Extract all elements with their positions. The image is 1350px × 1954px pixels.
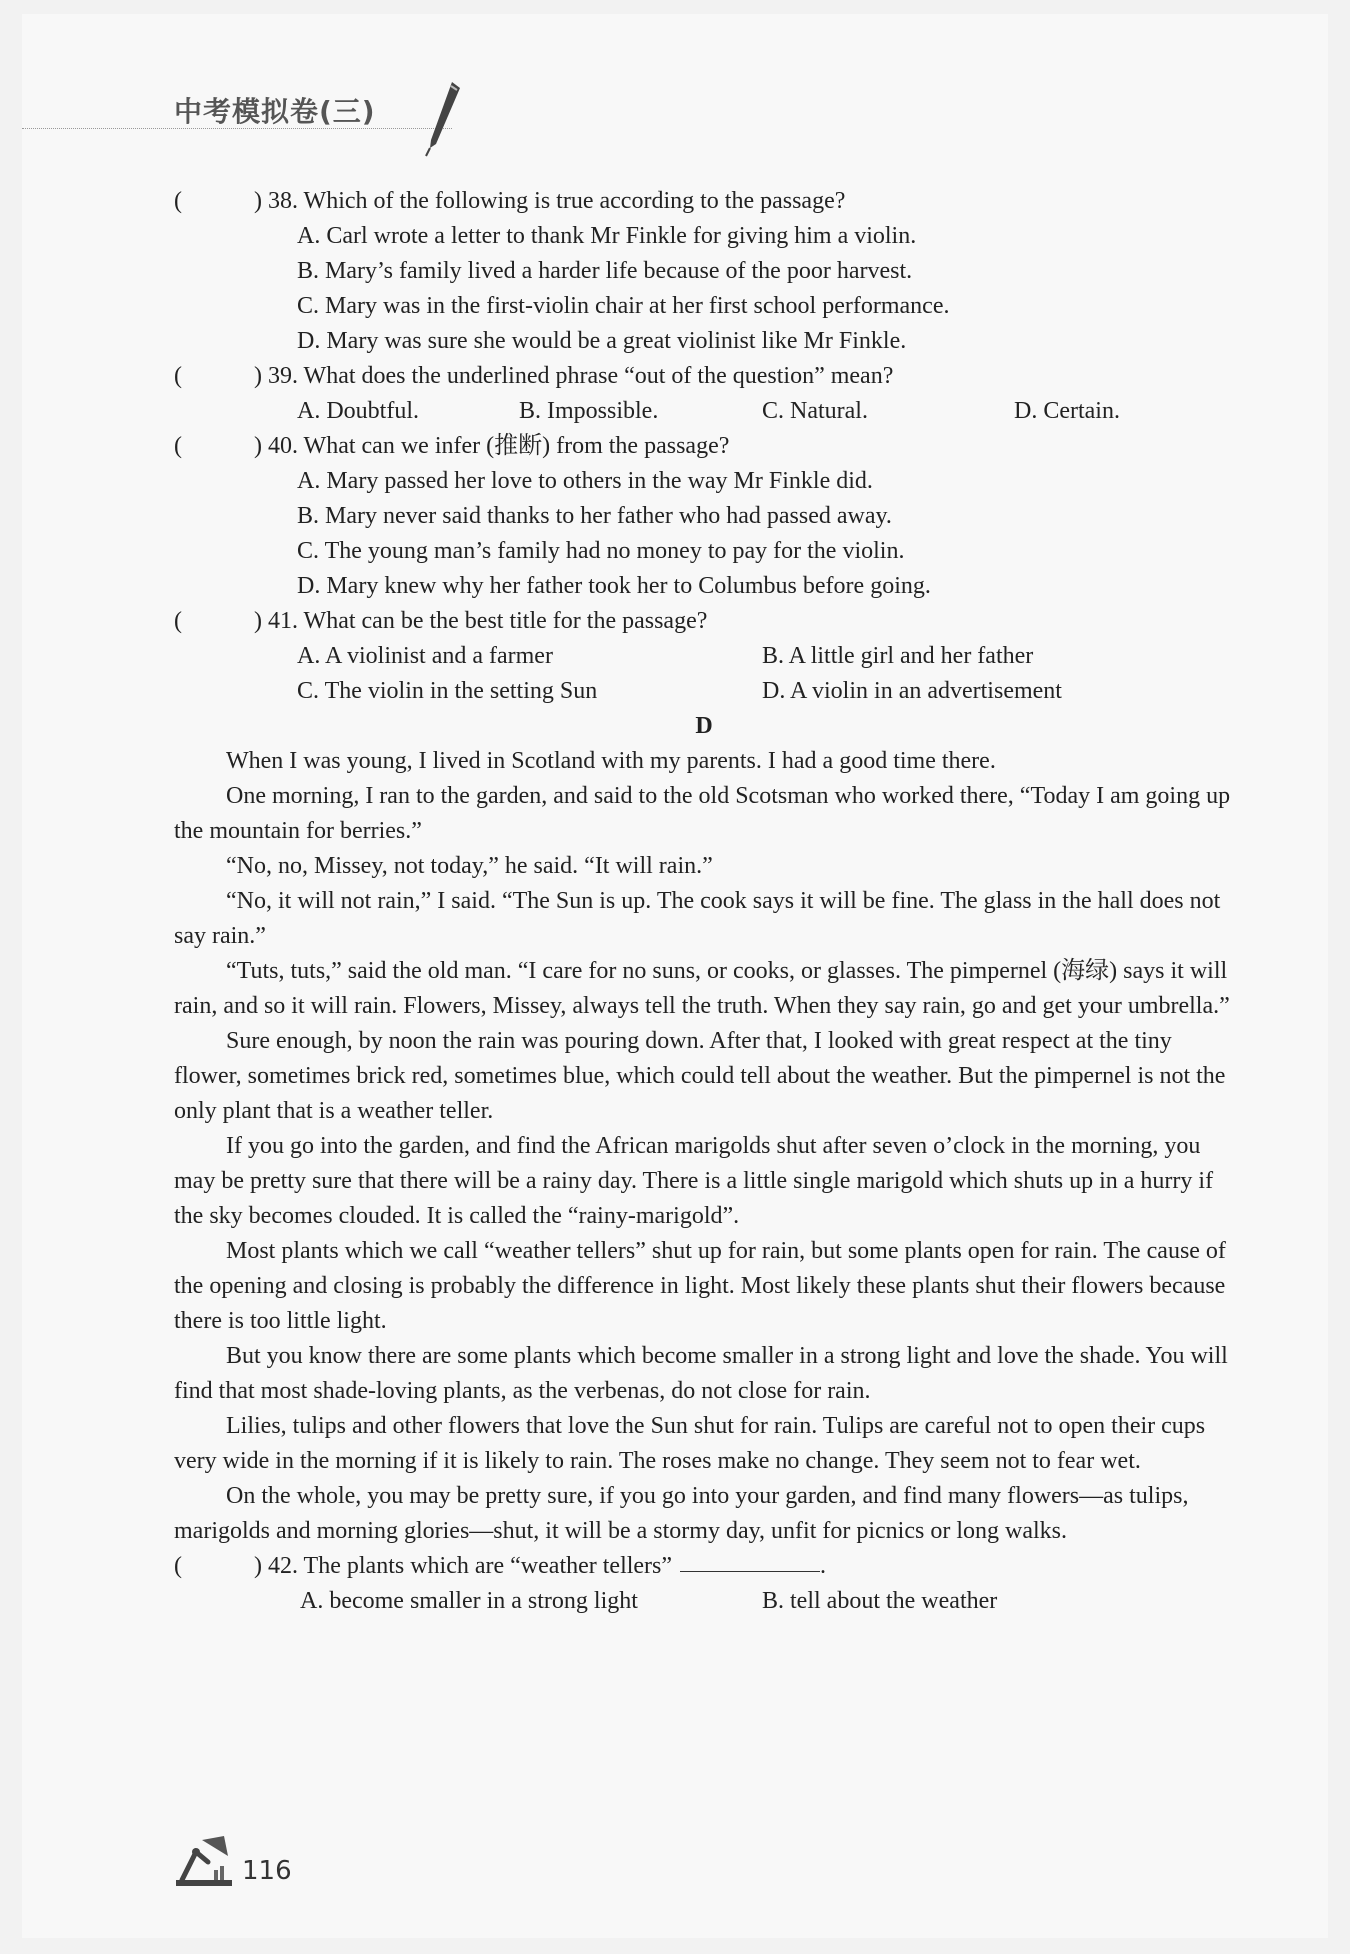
fill-in-blank[interactable] <box>680 1549 820 1572</box>
option: A. Carl wrote a letter to thank Mr Finkle for giving him a violin. <box>297 223 917 249</box>
pen-icon <box>422 78 462 158</box>
question-stem: ) 42. The plants which are “weather tellers” <box>254 1553 673 1579</box>
question-41 <box>174 604 1234 709</box>
option: C. The violin in the setting Sun <box>297 678 598 704</box>
answer-bracket[interactable]: ( <box>174 433 182 459</box>
reading-passage <box>174 744 1234 1549</box>
question-stem: ) 40. What can we infer (推断) from the passage? <box>254 433 730 459</box>
passage-paragraph: If you go into the garden, and find the African marigolds shut after seven o’clock in the morning, you may be pretty sure that there will be a rainy day. There is a little single marigold which shuts up in a hurry if the sky becomes clouded. It is called the “rainy-marigold”. <box>174 1133 1214 1229</box>
question-38 <box>174 184 1234 359</box>
option: D. Certain. <box>1014 398 1120 424</box>
passage-paragraph: On the whole, you may be pretty sure, if you go into your garden, and find many flowers—as tulips, marigolds and morning glories—shut, it will be a stormy day, unfit for picnics or long walks. <box>174 1483 1189 1544</box>
passage-paragraph: Lilies, tulips and other flowers that love the Sun shut for rain. Tulips are careful not to open their cups very wide in the morning if it is likely to rain. The roses make no change. They seem not to fear wet. <box>174 1413 1206 1474</box>
section-title: D <box>695 713 713 739</box>
exam-page <box>22 14 1328 1938</box>
option: A. become smaller in a strong light <box>300 1588 638 1614</box>
question-stem: ) 41. What can be the best title for the passage? <box>254 608 708 634</box>
passage-paragraph: Most plants which we call “weather tellers” shut up for rain, but some plants open for rain. The cause of the opening and closing is probably the difference in light. Most likely these plants shut their flowers because there is too little light. <box>174 1238 1226 1334</box>
option: A. Doubtful. <box>297 398 419 424</box>
stem-end: . <box>820 1553 827 1579</box>
passage-paragraph: One morning, I ran to the garden, and said to the old Scotsman who worked there, “Today I am going up the mountain for berries.” <box>174 783 1231 844</box>
option: B. Impossible. <box>519 398 659 424</box>
passage-paragraph: “No, no, Missey, not today,” he said. “It will rain.” <box>226 853 713 879</box>
option: B. tell about the weather <box>762 1588 998 1614</box>
answer-bracket[interactable]: ( <box>174 188 182 214</box>
answer-bracket[interactable]: ( <box>174 1553 182 1579</box>
question-stem: ) 39. What does the underlined phrase “out of the question” mean? <box>254 363 894 389</box>
passage-paragraph: “Tuts, tuts,” said the old man. “I care for no suns, or cooks, or glasses. The pimpernel (海绿) says it will rain, and so it will rain. Flowers, Missey, always tell the truth. When they say rain, go and get your umbrella.” <box>174 958 1230 1019</box>
option: B. A little girl and her father <box>762 643 1034 669</box>
passage-paragraph: “No, it will not rain,” I said. “The Sun is up. The cook says it will be fine. The glass in the hall does not say rain.” <box>174 888 1221 949</box>
page-header-title: 中考模拟卷(三) <box>174 95 376 128</box>
option: D. Mary knew why her father took her to Columbus before going. <box>297 573 931 599</box>
option: D. A violin in an advertisement <box>762 678 1062 704</box>
desk-lamp-icon <box>174 1832 234 1888</box>
option: A. A violinist and a farmer <box>297 643 553 669</box>
page-footer <box>174 1832 292 1888</box>
answer-bracket[interactable]: ( <box>174 608 182 634</box>
page-number: 116 <box>242 1856 292 1886</box>
option: B. Mary’s family lived a harder life because of the poor harvest. <box>297 258 913 284</box>
option: C. Mary was in the first-violin chair at her first school performance. <box>297 293 950 319</box>
header-divider <box>22 128 452 129</box>
question-39 <box>174 359 1234 429</box>
passage-paragraph: When I was young, I lived in Scotland with my parents. I had a good time there. <box>226 748 996 774</box>
exam-content <box>174 184 1234 1619</box>
question-40 <box>174 429 1234 604</box>
option: A. Mary passed her love to others in the way Mr Finkle did. <box>297 468 873 494</box>
passage-paragraph: Sure enough, by noon the rain was pouring down. After that, I looked with great respect at the tiny flower, sometimes brick red, sometimes blue, which could tell about the weather. But the pimpernel is not the only plant that is a weather teller. <box>174 1028 1226 1124</box>
option: B. Mary never said thanks to her father who had passed away. <box>297 503 892 529</box>
option: C. The young man’s family had no money to pay for the violin. <box>297 538 905 564</box>
question-stem: ) 38. Which of the following is true according to the passage? <box>254 188 846 214</box>
option: C. Natural. <box>762 398 868 424</box>
answer-bracket[interactable]: ( <box>174 363 182 389</box>
question-42 <box>174 1549 1234 1619</box>
passage-paragraph: But you know there are some plants which become smaller in a strong light and love the shade. You will find that most shade-loving plants, as the verbenas, do not close for rain. <box>174 1343 1228 1404</box>
option: D. Mary was sure she would be a great violinist like Mr Finkle. <box>297 328 907 354</box>
